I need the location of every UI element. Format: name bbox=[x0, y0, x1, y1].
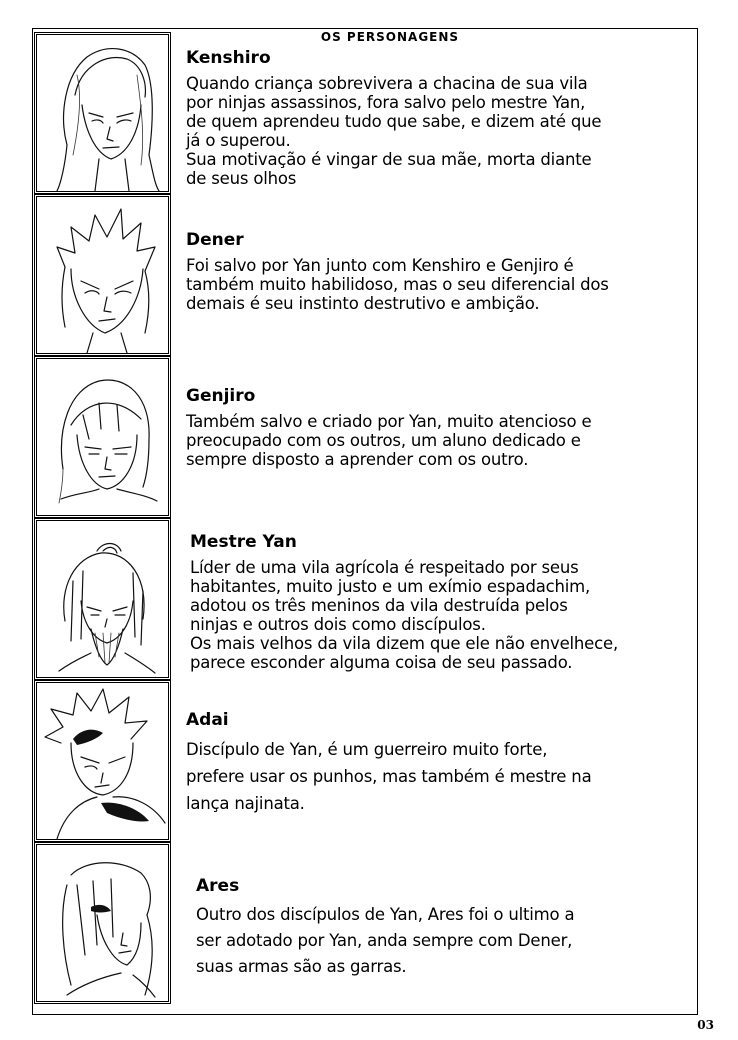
character-name: Kenshiro bbox=[186, 48, 271, 68]
genjiro-sketch-image bbox=[37, 359, 168, 515]
character-name: Dener bbox=[186, 230, 244, 250]
character-description: Líder de uma vila agrícola é respeitado por seus habitantes, muito justo e um exímio espadachim, adotou os três meninos da vila destruída pelos ninjas e outros dois como discípulos. Os mais velhos da vila dizem que ele não envelhece, parece esconder alguma coisa de seu passado. bbox=[190, 558, 618, 672]
dener-sketch-image bbox=[37, 197, 168, 353]
portrait-genjiro bbox=[34, 356, 171, 518]
page-title: OS PERSONAGENS bbox=[320, 30, 460, 44]
character-entry-adai bbox=[186, 710, 696, 817]
portrait-ares bbox=[34, 842, 171, 1004]
character-description: Foi salvo por Yan junto com Kenshiro e Genjiro é também muito habilidoso, mas o seu diferencial dos demais é seu instinto destrutivo e ambição. bbox=[186, 256, 609, 313]
page-number: 03 bbox=[697, 1018, 714, 1032]
character-description: Outro dos discípulos de Yan, Ares foi o ultimo a ser adotado por Yan, anda sempre com Dener, suas armas são as garras. bbox=[196, 905, 575, 976]
character-description: Também salvo e criado por Yan, muito atencioso e preocupado com os outros, um aluno dedicado e sempre disposto a aprender com os outro. bbox=[186, 412, 592, 469]
character-entry-kenshiro bbox=[186, 48, 696, 188]
character-name: Adai bbox=[186, 710, 229, 730]
portrait-dener bbox=[34, 194, 171, 356]
character-entry-ares bbox=[196, 876, 706, 980]
character-name: Mestre Yan bbox=[190, 532, 297, 552]
kenshiro-sketch-image bbox=[37, 35, 168, 191]
ares-sketch-image bbox=[37, 845, 168, 1001]
portrait-mestre-yan bbox=[34, 518, 171, 680]
character-description: Discípulo de Yan, é um guerreiro muito forte, prefere usar os punhos, mas também é mestre na lança najinata. bbox=[186, 740, 592, 813]
adai-sketch-image bbox=[37, 683, 168, 839]
mestre-yan-sketch-image bbox=[37, 521, 168, 677]
character-description: Quando criança sobrevivera a chacina de sua vila por ninjas assassinos, fora salvo pelo mestre Yan, de quem aprendeu tudo que sabe, e dizem até que já o superou. Sua motivação é vingar de sua mãe, morta diante de seus olhos bbox=[186, 74, 602, 188]
character-entry-mestre-yan bbox=[190, 532, 700, 672]
character-name: Genjiro bbox=[186, 386, 256, 406]
portrait-adai bbox=[34, 680, 171, 842]
character-name: Ares bbox=[196, 876, 240, 896]
character-entry-genjiro bbox=[186, 386, 696, 469]
character-entry-dener bbox=[186, 230, 696, 313]
portrait-kenshiro bbox=[34, 32, 171, 194]
portrait-column bbox=[34, 32, 171, 1004]
